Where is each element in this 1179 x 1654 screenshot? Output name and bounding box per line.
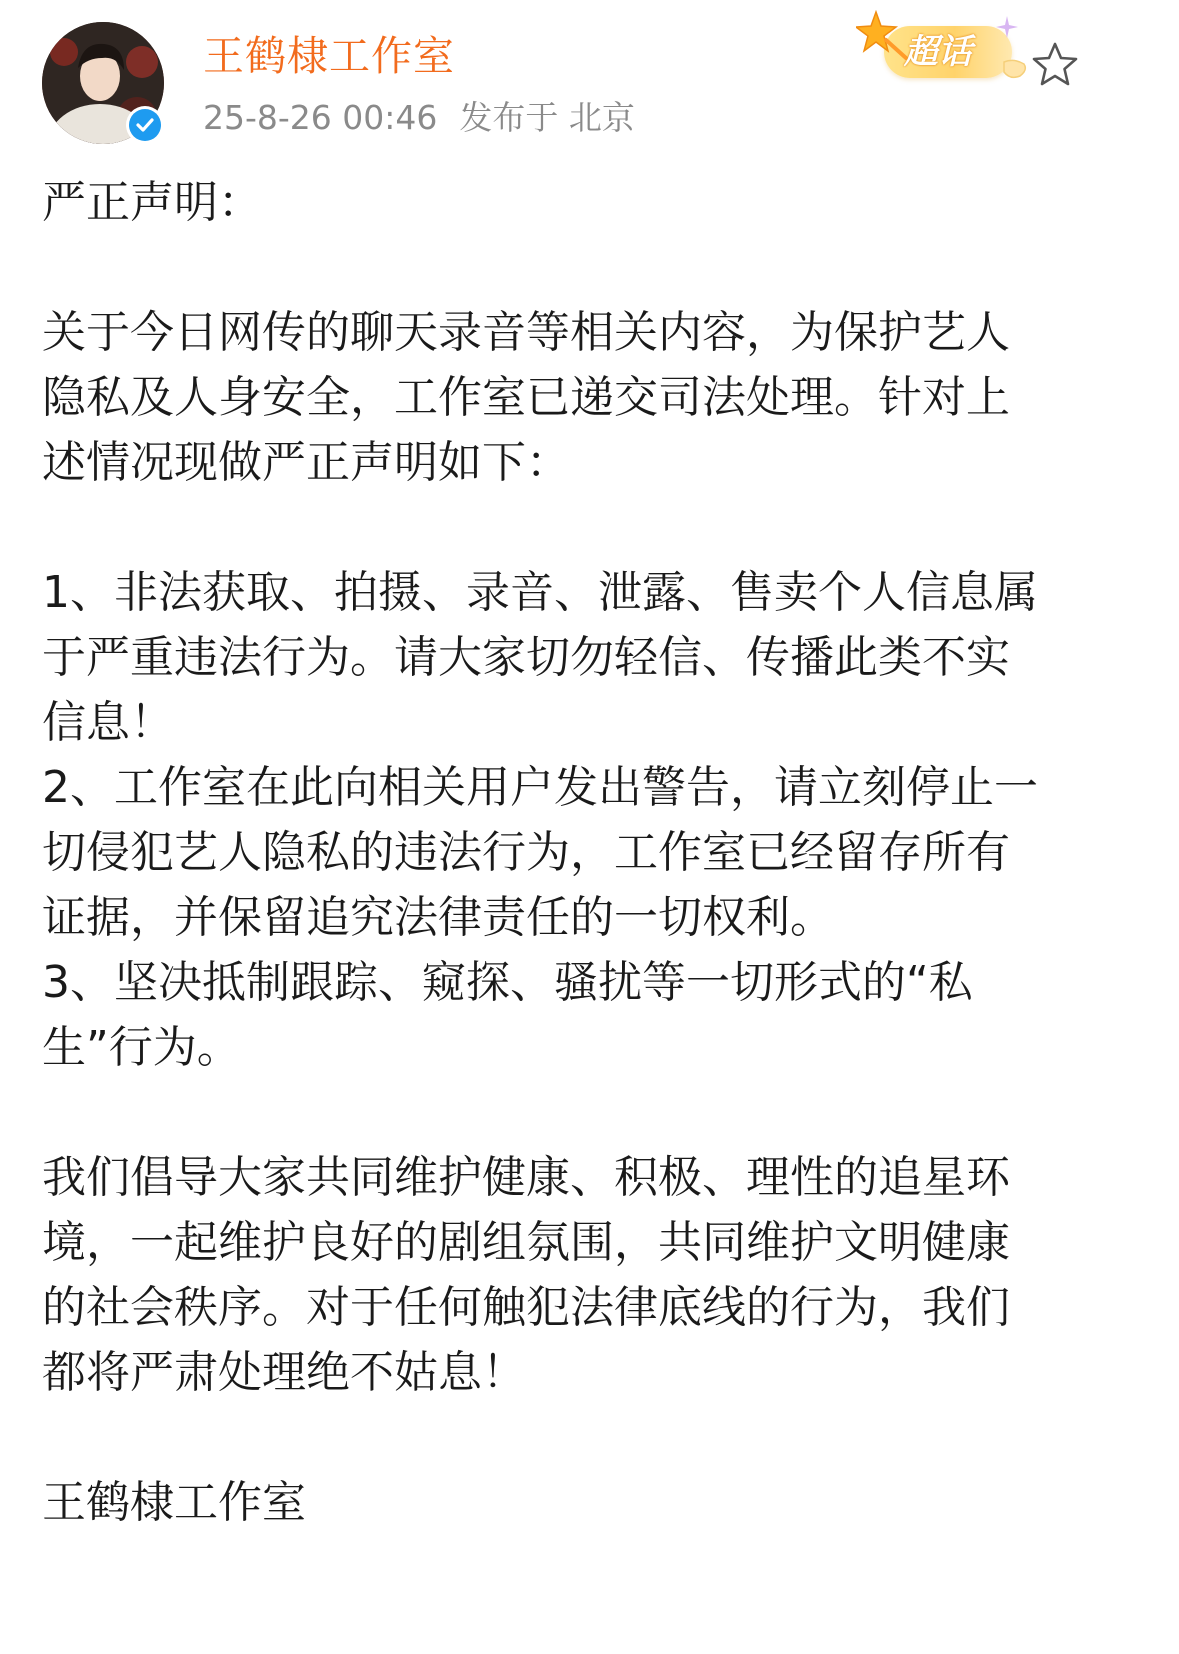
post-intro: 关于今日网传的聊天录音等相关内容，为保护艺人 隐私及人身安全，工作室已递交司法处理。针对上 述情况现做严正声明如下： (42, 307, 1010, 488)
post-header (0, 0, 1179, 160)
star-outline-icon[interactable] (1030, 40, 1080, 90)
topic-badge[interactable] (856, 8, 1026, 90)
post-meta (203, 96, 635, 140)
badge-tail-icon (1002, 58, 1028, 80)
avatar[interactable] (42, 22, 164, 144)
account-name[interactable]: 王鹤棣工作室 (203, 32, 455, 80)
post-points: 1、非法获取、拍摄、录音、泄露、售卖个人信息属 于严重违法行为。请大家切勿轻信、传播此类不实 信息！ 2、工作室在此向相关用户发出警告，请立刻停止一 切侵犯艺人隐私的违法行为，工作室已经留存所有 证据，并保留追究法律责任的一切权利。 3、坚决抵制跟踪、窥探、骚扰等一切形式的“私 生”行为。 (42, 567, 1038, 1073)
post-title: 严正声明： (42, 177, 262, 228)
post-closing: 我们倡导大家共同维护健康、积极、理性的追星环 境，一起维护良好的剧组氛围，共同维护文明健康 的社会秩序。对于任何触犯法律底线的行为，我们 都将严肃处理绝不姑息！ (42, 1152, 1010, 1398)
verified-check-icon (126, 106, 164, 144)
post-body (42, 170, 1142, 1535)
post-timestamp: 25-8-26 00:46 (203, 98, 438, 137)
post-signature: 王鹤棣工作室 (42, 1477, 306, 1528)
post-location: 发布于 北京 (459, 98, 635, 137)
sparkle-icon (996, 16, 1018, 38)
topic-badge-label: 超话 (904, 32, 972, 72)
